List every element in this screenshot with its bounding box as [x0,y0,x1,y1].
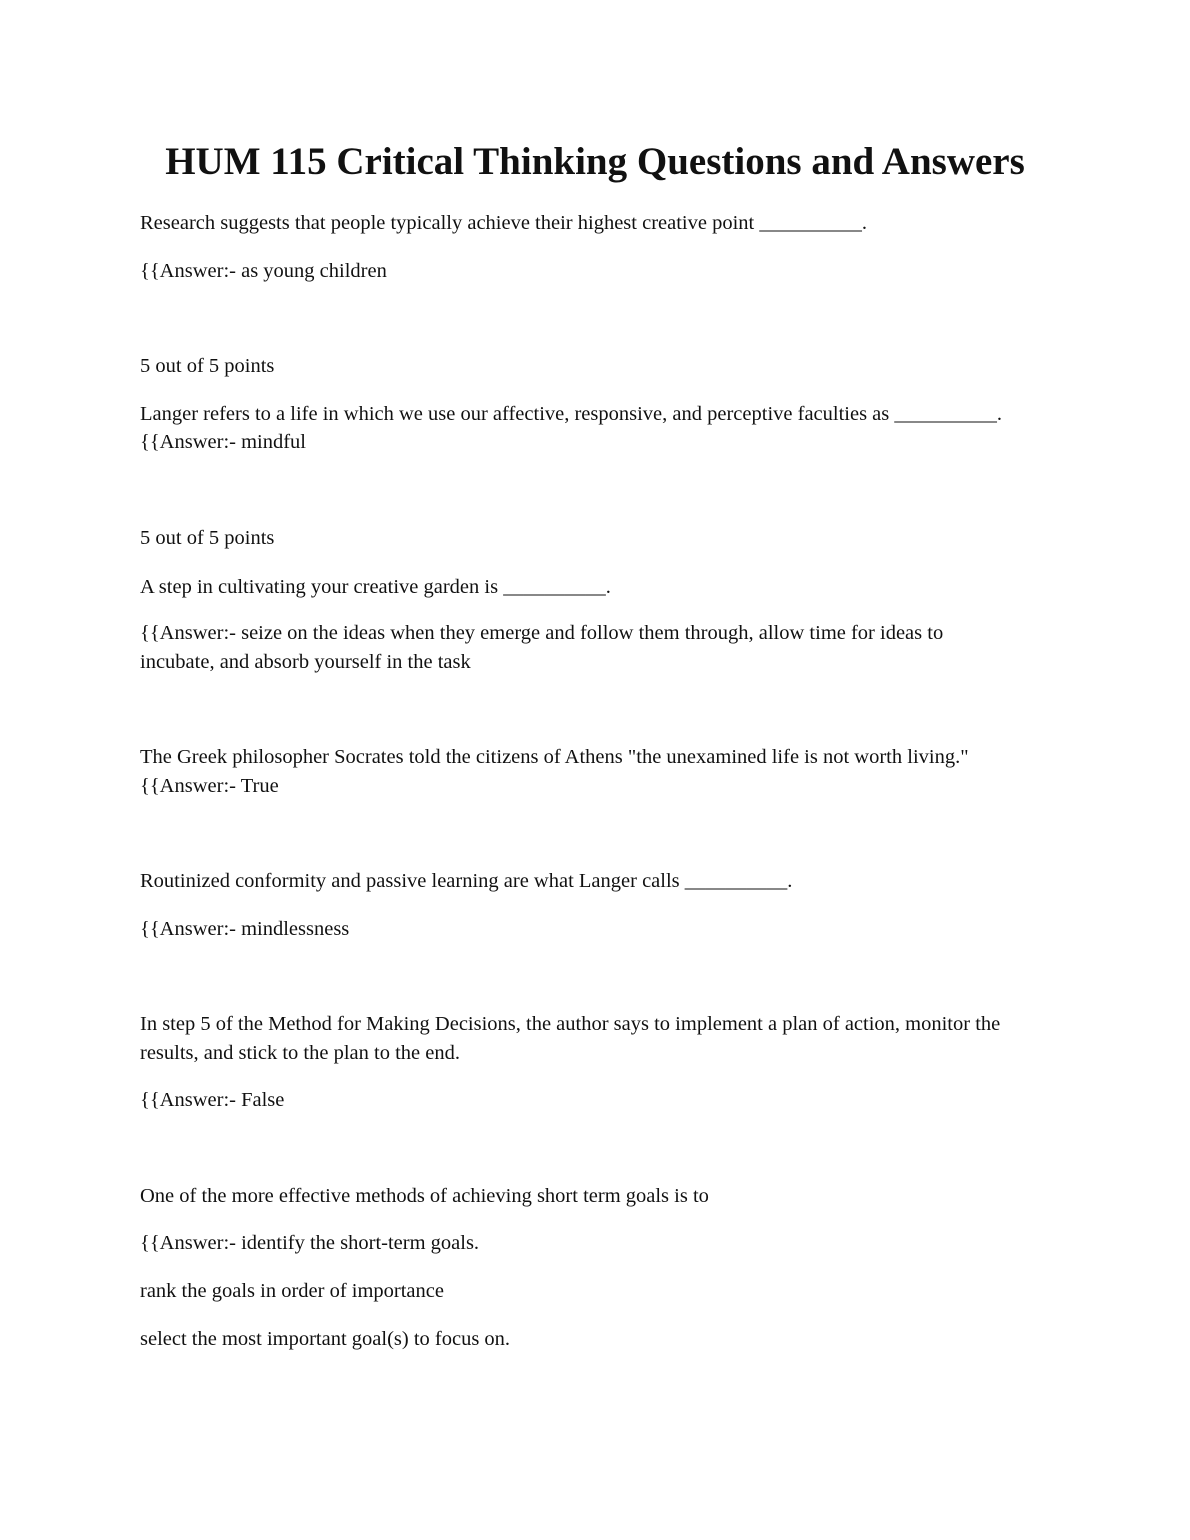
answer-text: {{Answer:- seize on the ideas when they emerge and follow them through, allow time for ideas to [140,622,944,644]
answer-text: {{Answer:- as young children [140,260,387,282]
answer-text-continued: incubate, and absorb yourself in the task [140,651,471,673]
question-text: The Greek philosopher Socrates told the citizens of Athens "the unexamined life is not worth living." [140,746,969,768]
answer-text: {{Answer:- identify the short-term goals. [140,1232,480,1254]
score-text: 5 out of 5 points [140,527,275,549]
answer-text-continued: rank the goals in order of importance [140,1280,444,1302]
question-text: One of the more effective methods of achieving short term goals is to [140,1185,709,1207]
answer-text: {{Answer:- False [140,1089,285,1111]
question-text: Research suggests that people typically achieve their highest creative point __________. [140,212,867,234]
answer-text: {{Answer:- mindlessness [140,918,350,940]
score-text: 5 out of 5 points [140,355,275,377]
question-text-continued: results, and stick to the plan to the end. [140,1042,460,1064]
question-text: In step 5 of the Method for Making Decisions, the author says to implement a plan of action, monitor the [140,1013,1001,1035]
page-title: HUM 115 Critical Thinking Questions and Answers [165,140,1025,183]
question-text: Langer refers to a life in which we use our affective, responsive, and perceptive faculties as __________. [140,403,1003,425]
question-text: Routinized conformity and passive learning are what Langer calls __________. [140,870,793,892]
question-text: A step in cultivating your creative garden is __________. [140,576,611,598]
answer-text-continued: select the most important goal(s) to focus on. [140,1328,511,1350]
answer-text: {{Answer:- True [140,775,279,797]
answer-text: {{Answer:- mindful [140,431,307,453]
